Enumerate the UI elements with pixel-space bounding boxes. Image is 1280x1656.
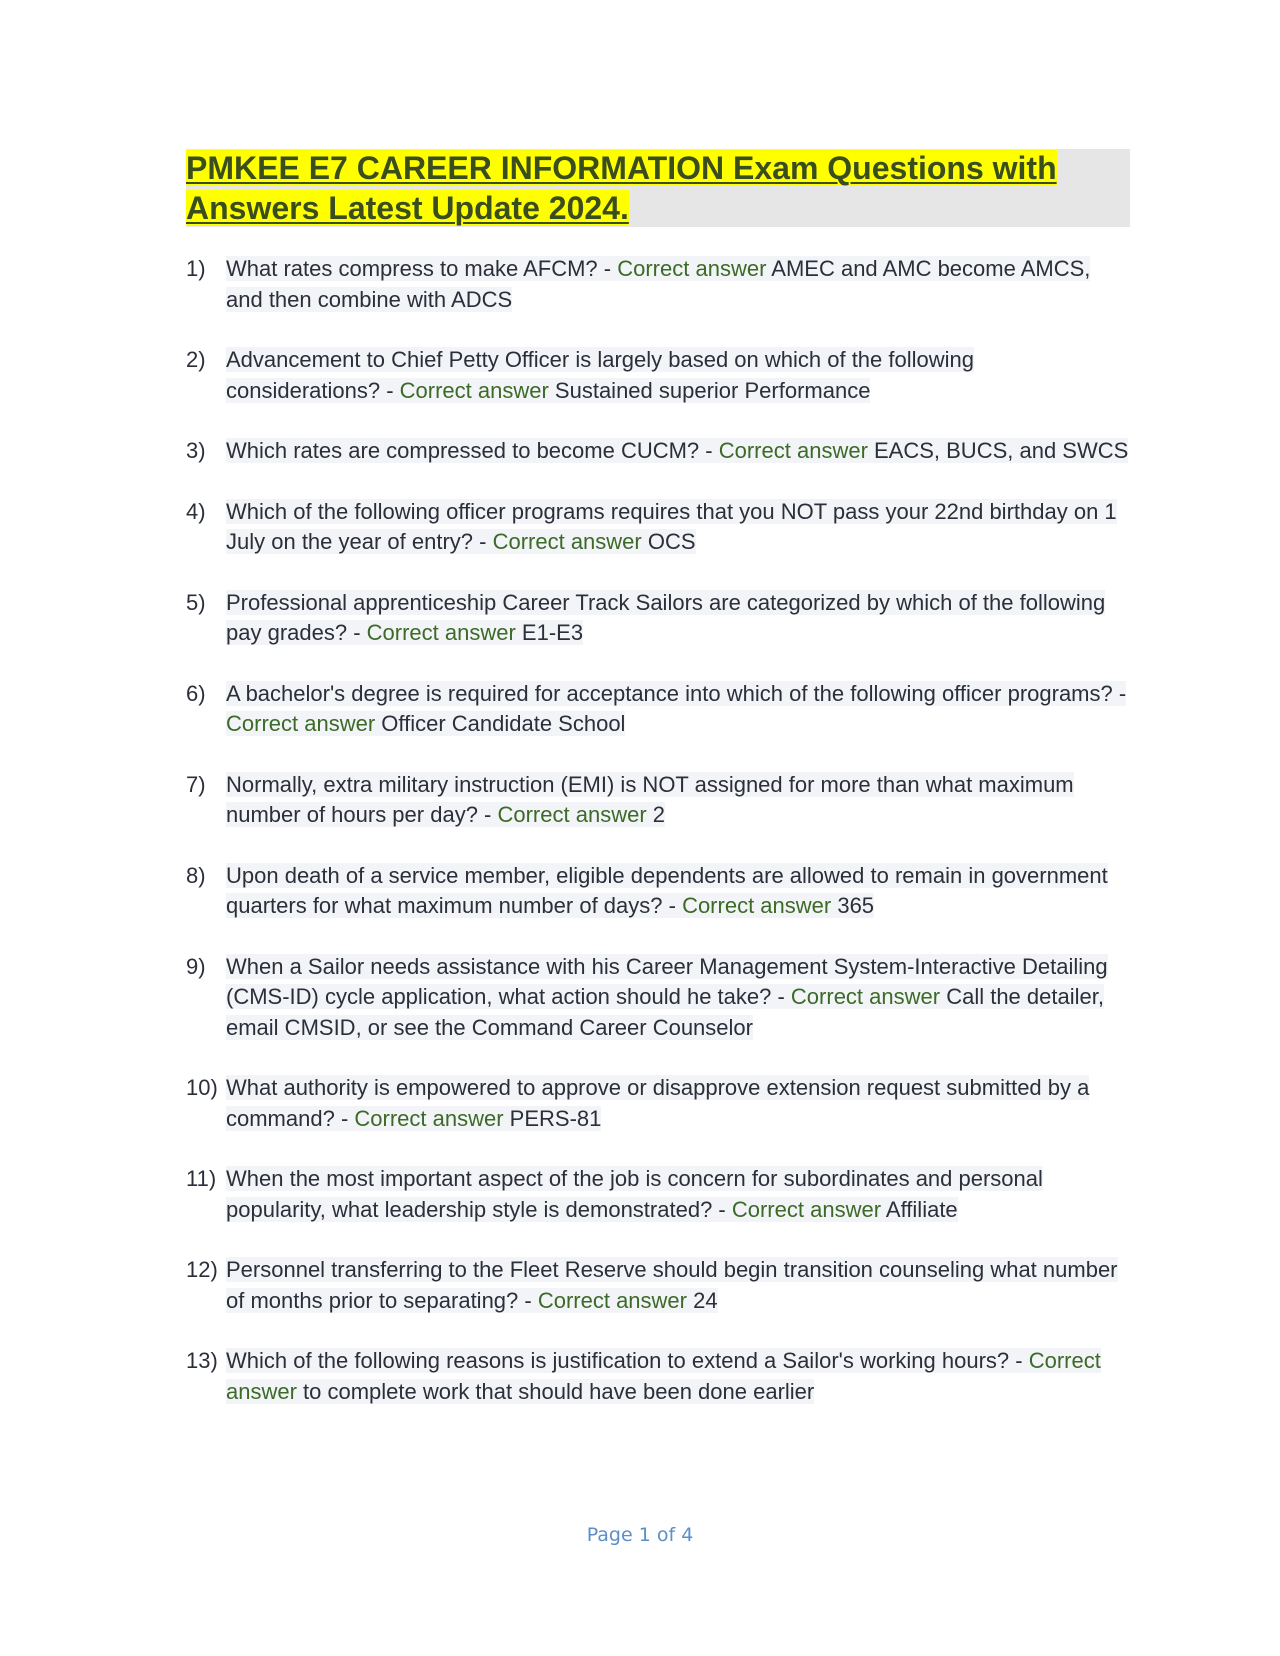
list-item [186, 1255, 1132, 1316]
answer-label: Correct answer [682, 893, 832, 918]
answer-label: Correct answer [617, 256, 767, 281]
answer-text: E1-E3 [515, 620, 584, 645]
item-text [226, 954, 1108, 1040]
item-number: 2) [186, 347, 206, 372]
question-text: What authority is empowered to approve or disapprove extension request submitted by a command? - [226, 1075, 1090, 1131]
title-line-1-text: PMKEE E7 CAREER INFORMATION Exam Questions with [186, 150, 1057, 186]
answer-text: PERS-81 [503, 1105, 602, 1131]
question-text: What rates compress to make AFCM? - [226, 256, 618, 281]
item-text [226, 1166, 1043, 1222]
answer-label: Correct answer [537, 1287, 687, 1313]
list-item [186, 679, 1132, 740]
answer-label: Correct answer [731, 1196, 882, 1222]
list-item [186, 770, 1132, 831]
list-item [186, 254, 1132, 315]
answer-text: 24 [686, 1287, 718, 1313]
question-text: Which of the following officer programs requires that you NOT pass your 22nd birthday on 1 July on the year of entry? - [226, 498, 1117, 554]
answer-text: 365 [831, 893, 875, 918]
list-item [186, 497, 1132, 558]
item-number: 6) [186, 680, 206, 706]
item-text [226, 438, 1128, 463]
page-number: Page 1 of 4 [586, 1524, 694, 1546]
question-text: A bachelor's degree is required for acceptance into which of the following officer programs? - [226, 680, 1127, 706]
item-number: 11) [186, 1166, 217, 1191]
answer-text: to complete work that should have been done earlier [296, 1378, 815, 1404]
answer-text: EACS, BUCS, and SWCS [867, 438, 1129, 463]
answer-label: Correct answer [354, 1105, 504, 1131]
list-item [186, 952, 1132, 1044]
answer-label: Correct answer [790, 984, 941, 1009]
question-text: Professional apprenticeship Career Track Sailors are categorized by which of the following pay grades? - [226, 589, 1106, 645]
question-text: When the most important aspect of the job is concern for subordinates and personal popularity, what leadership style is demonstrated? - [226, 1166, 1043, 1222]
item-number: 9) [186, 953, 206, 979]
answer-label: Correct answer [718, 438, 868, 463]
list-item [186, 861, 1132, 922]
list-item [186, 345, 1132, 406]
list-item [186, 1073, 1132, 1134]
question-text: Personnel transferring to the Fleet Reserve should begin transition counseling what number of months prior to separating? - [226, 1257, 1118, 1313]
list-item [186, 436, 1132, 467]
answer-label: Correct answer [226, 711, 376, 736]
item-number: 7) [186, 771, 206, 797]
item-text [226, 499, 1117, 555]
answer-label: Correct answer [492, 529, 642, 554]
item-text [226, 772, 1074, 828]
question-text: Normally, extra military instruction (EMI) is NOT assigned for more than what maximum number of hours per day? - [226, 771, 1074, 827]
list-item [186, 588, 1132, 649]
title-line-1 [186, 149, 1057, 187]
document-title [186, 149, 1130, 227]
item-number: 13) [186, 1348, 218, 1373]
answer-text: AMEC and AMC become AMCS, and then combine with ADCS [226, 256, 1091, 312]
list-item [186, 1346, 1132, 1407]
question-text: Advancement to Chief Petty Officer is largely based on which of the following considerations? - [226, 347, 974, 403]
item-text [226, 590, 1105, 646]
question-text: Which rates are compressed to become CUCM? - [226, 438, 719, 463]
question-list [186, 254, 1132, 1437]
answer-label: Correct answer [399, 377, 549, 403]
answer-text: Affiliate [881, 1196, 958, 1222]
item-text [226, 256, 1090, 312]
answer-label: Correct answer [497, 802, 647, 827]
question-text: Upon death of a service member, eligible dependents are allowed to remain in government quarters for what maximum number of days? - [226, 862, 1108, 918]
answer-text: Officer Candidate School [375, 711, 626, 736]
item-text [226, 863, 1108, 919]
answer-label: Correct answer [366, 620, 516, 645]
item-number: 5) [186, 589, 206, 615]
answer-text: Call the detailer, email CMSID, or see the Command Career Counselor [226, 984, 1104, 1040]
item-number: 10) [186, 1075, 218, 1100]
item-text [226, 681, 1126, 737]
item-number: 3) [186, 438, 206, 463]
item-number: 1) [186, 256, 206, 281]
item-number: 8) [186, 862, 206, 888]
item-text [226, 347, 974, 403]
question-text: When a Sailor needs assistance with his Career Management System-Interactive Detailing (CMS-ID) cycle application, what action should he take? - [226, 953, 1108, 1009]
answer-text: 2 [646, 802, 665, 827]
item-number: 4) [186, 498, 206, 524]
item-number: 12) [186, 1257, 218, 1282]
item-text [226, 1075, 1089, 1131]
title-line-2-text: Answers Latest Update 2024. [186, 190, 629, 226]
title-line-2 [186, 189, 629, 227]
question-text: Which of the following reasons is justification to extend a Sailor's working hours? - [226, 1348, 1029, 1373]
list-item [186, 1164, 1132, 1225]
item-text [226, 1257, 1118, 1313]
answer-text: OCS [641, 529, 696, 554]
answer-text: Sustained superior Performance [548, 377, 871, 403]
item-text [226, 1348, 1101, 1404]
answer-label: Correct answer [226, 1348, 1101, 1404]
